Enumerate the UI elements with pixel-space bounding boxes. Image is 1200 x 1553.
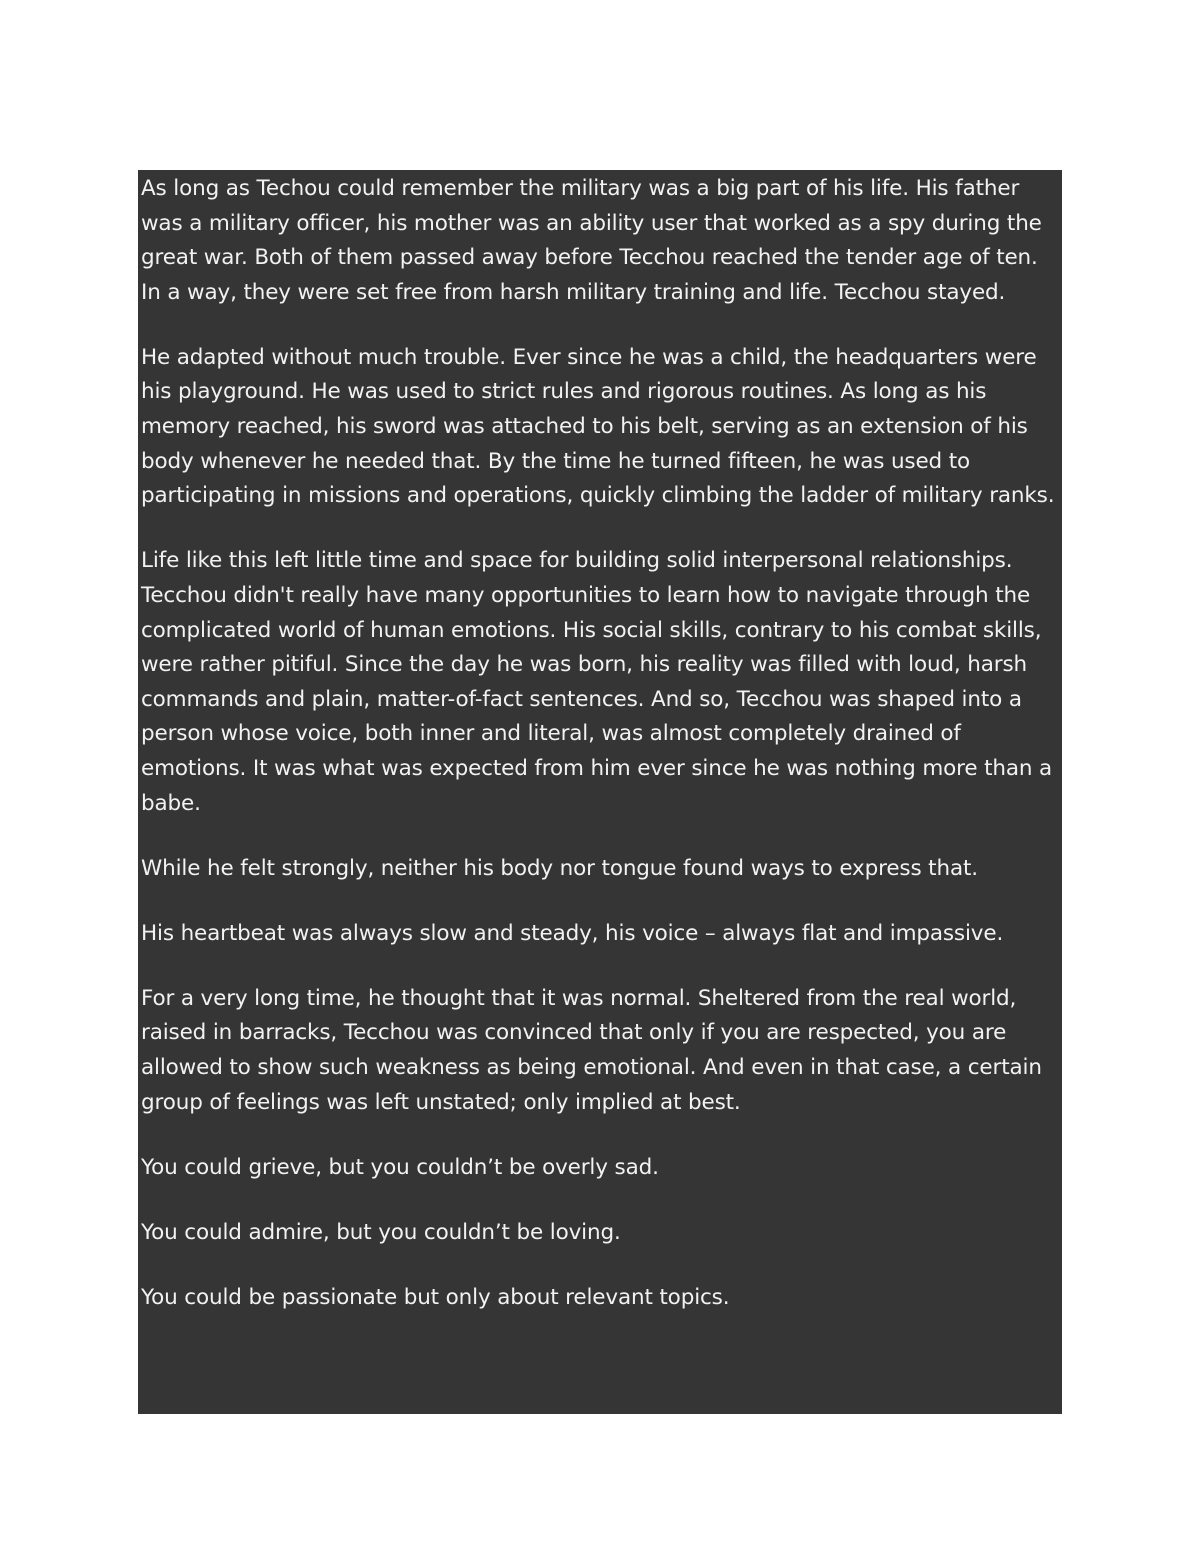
paragraph-4: While he felt strongly, neither his body nor tongue found ways to express that. xyxy=(141,855,978,881)
paragraph-9: You could be passionate but only about relevant topics. xyxy=(141,1284,730,1310)
paragraph-2: He adapted without much trouble. Ever since he was a child, the headquarters were his playground. He was used to strict rules and rigorous routines. As long as his memory reached, his sword was attached to his belt, serving as an extension of his body whenever he needed that. By the time he turned fifteen, he was used to participating in missions and operations, quickly climbing the ladder of military ranks. xyxy=(141,344,1055,509)
paragraph-5: His heartbeat was always slow and steady, his voice – always flat and impassive. xyxy=(141,920,1004,946)
paragraph-8: You could admire, but you couldn’t be loving. xyxy=(141,1219,621,1245)
text-block xyxy=(138,170,1062,1414)
paragraph-1: As long as Techou could remember the military was a big part of his life. His father was a military officer, his mother was an ability user that worked as a spy during the great war. Both of them passed away before Tecchou reached the tender age of ten. In a way, they were set free from harsh military training and life. Tecchou stayed. xyxy=(141,176,1042,305)
paragraph-6: For a very long time, he thought that it was normal. Sheltered from the real world, raised in barracks, Tecchou was convinced that only if you are respected, you are allowed to show such weakness as being emotional. And even in that case, a certain group of feelings was left unstated; only implied at best. xyxy=(141,985,1042,1115)
paragraph-3: Life like this left little time and space for building solid interpersonal relationships. Tecchou didn't really have many opportunities to learn how to navigate through the complicated world of human emotions. His social skills, contrary to his combat skills, were rather pitiful. Since the day he was born, his reality was filled with loud, harsh commands and plain, matter-of-fact sentences. And so, Tecchou was shaped into a person whose voice, both inner and literal, was almost completely drained of emotions. It was what was expected from him ever since he was nothing more than a babe. xyxy=(141,548,1053,816)
paragraph-7: You could grieve, but you couldn’t be overly sad. xyxy=(141,1154,659,1180)
